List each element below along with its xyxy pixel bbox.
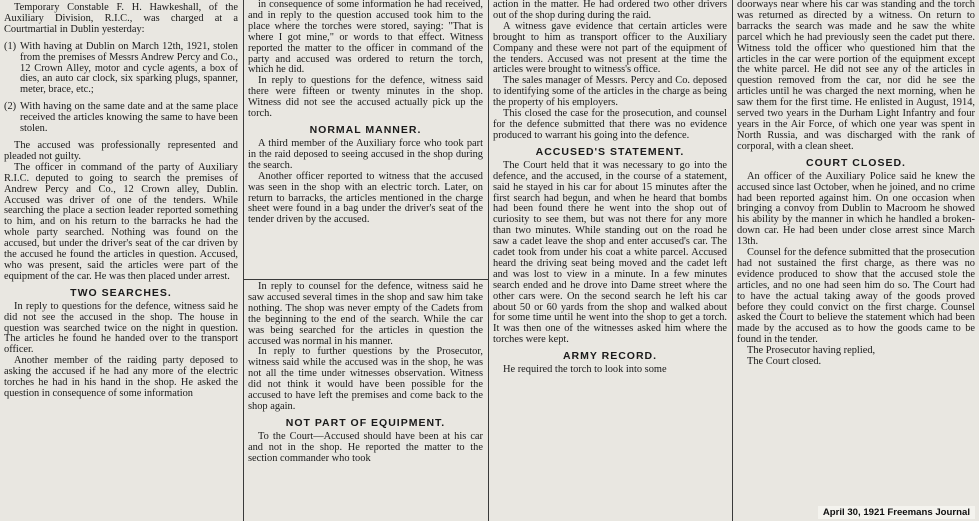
charge-text: With having on the same date and at the same place received the articles knowing the same to have been stolen.: [20, 101, 238, 135]
column-rule: [488, 0, 489, 521]
intro-paragraph: Temporary Constable F. H. Hawkeshall, of the Auxiliary Division, R.I.C., was charged at a Courtmartial in Dublin yesterday:: [4, 2, 238, 35]
article-paragraph: In reply to questions for the defence, witness said there were fifteen or twenty minutes in the shop. Witness did not see the accused actually pick up the torch.: [248, 75, 483, 120]
section-heading: ARMY RECORD.: [562, 350, 658, 363]
charge-number: (1): [4, 40, 17, 52]
article-paragraph: The Court held that it was necessary to go into the defence, and the accused, in the course of a statement, said he stayed in his car for about 15 minutes after the first search had begun, and when he heard that bombs had been found there he went into the shop out of curiosity to see them, but was not there for any more than two minutes. While standing out on the road he saw a cadet leave the shop and enter accused's car. The cadet took from under his coat a white parcel. Accused heard the driving seat being moved and the cadet left and was lost to view in a minute. In a few minutes search ended and he drove into Dame street where the other cars were. On the second search he left his car about 50 or 60 yards from the shop and walked about for some time until he went into the shop to get a torch. It was then one of the witnesses asked him where the torches were kept.: [493, 159, 727, 346]
column-2: [248, 0, 483, 521]
article-paragraph: in consequence of some information he had received, and in reply to the question accused took him to the place where the torches were stored, saying: "That is where I got mine," or words to that effect. Witness reported the matter to the officer in command of the party and accused was ordered to return the torch, which he did.: [248, 0, 483, 76]
article-paragraph: The Prosecutor having replied,: [747, 345, 876, 357]
article-paragraph: Another member of the raiding party deposed to asking the accused if he had any more of the electric torches he had in his hand in the shop. He asked the question in consequence of some information: [4, 355, 238, 399]
column-4: [737, 0, 975, 521]
article-paragraph: Counsel for the defence submitted that the prosecution had not sustained the first charge, as there was no evidence produced to show that the accused stole the articles, and no one had seen him do so. The Court had to have the actual taking away of the goods proved before they could convict on the first charge. Counsel asked the Court to believe the statement which had been made by the accused as to how the goods came to be found in the tender.: [737, 247, 975, 346]
article-paragraph: doorways near where his car was standing and the torch was returned as directed by a witness. On return to barracks the search was made and he saw the white parcel which he had previously seen the cadet put there. Witness told the officer who questioned him that the articles in the car were portion of the equipment except the white parcel. He did not see any of the articles in question removed from the car, nor did he see the articles until he was charged the next morning, when he saw them for the first time. He enlisted in August, 1914, served two years in the Durham Light Infantry and four years in the Air Force, of which one year was spent in North Russia, and was discharged with the rank of corporal, with a clean sheet.: [737, 0, 975, 152]
column-2-upper: [248, 0, 483, 279]
charge-item: [4, 102, 238, 135]
article-paragraph: In reply to counsel for the defence, witness said he saw accused several times in the shop and saw him take nothing. The shop was never empty of the Cadets from the beginning to the end of the search. While the car was being searched for the articles in question the accused was normal in his manner.: [248, 281, 483, 347]
charge-item: [4, 42, 238, 97]
section-heading: NOT PART OF EQUIPMENT.: [285, 416, 446, 429]
article-paragraph: To the Court—Accused should have been at his car and not in the shop. He reported the matter to the section commander who took: [248, 430, 483, 464]
article-paragraph: In reply to further questions by the Prosecutor, witness said while the accused was in the shop, he was not all the time under witnesses observation. Witness did not think it would have been possible for the accused to have left the premises and come back to the shop again.: [248, 346, 483, 412]
source-credit: April 30, 1921 Freemans Journal: [818, 506, 975, 519]
article-paragraph: The officer in command of the party of Auxiliary R.I.C. deputed to going to search the premises of Andrew Percy and Co., 12 Crown alley, Dublin. Accused was driver of one of the tenders. While searching the place a section leader reported something to him, and on his return to the barracks he had the whole party searched. Nothing was found on the accused, but under the driver's seat of the car driven by the accused he found the articles in question. Accused, who was present, said the articles were part of the equipment of the car. He was then placed under arrest.: [4, 161, 238, 282]
column-rule: [732, 0, 733, 521]
article-paragraph: Another officer reported to witness that the accused was seen in the shop with an electric torch. Later, on return to barracks, the articles mentioned in the charge sheet were found in a bag under the driver's seat of the tender driven by the accused.: [248, 170, 483, 226]
column-3: [493, 0, 727, 521]
article-paragraph: A witness gave evidence that certain articles were brought to him as transport officer to the Auxiliary Company and these were not part of the equipment of the tenders. Accused was not present at the time the articles were brought to witness's office.: [493, 20, 727, 76]
charge-number: (2): [4, 101, 17, 113]
column-rule: [243, 0, 244, 521]
article-paragraph: The Court closed.: [747, 356, 822, 368]
article-paragraph: An officer of the Auxiliary Police said he knew the accused since last October, when he joined, and no crime had been reported against him. On one occasion when bringing a convoy from Dublin to Macroom he showed his ability by the manner in which he handled a broken-down car. He had been under close arrest since March 13th.: [737, 170, 975, 248]
section-heading: TWO SEARCHES.: [70, 286, 172, 299]
section-heading: ACCUSED'S STATEMENT.: [535, 145, 685, 158]
article-paragraph: This closed the case for the prosecution, and counsel for the defence submitted that there was no evidence produced to warrant his going into the defence.: [493, 108, 727, 141]
article-paragraph: He required the torch to look into some: [503, 364, 667, 376]
section-heading: NORMAL MANNER.: [309, 123, 422, 136]
article-paragraph: In reply to questions for the defence, witness said he did not see the accused in the shop. The house in question was searched twice on the night in question. The articles he found he handed over to the transport officer.: [4, 300, 238, 356]
column-1: [4, 0, 238, 521]
article-paragraph: The sales manager of Messrs. Percy and Co. deposed to identifying some of the articles in the charge as being the property of his employers.: [493, 75, 727, 109]
column-2-lower: [248, 282, 483, 465]
article-paragraph: The accused was professionally represented and pleaded not guilty.: [4, 139, 238, 162]
section-heading: COURT CLOSED.: [806, 156, 906, 169]
article-paragraph: action in the matter. He had ordered two other drivers out of the shop during during the raid.: [493, 0, 727, 21]
article-paragraph: A third member of the Auxiliary force who took part in the raid deposed to seeing accused in the shop during the search.: [248, 137, 483, 171]
charge-text: With having at Dublin on March 12th, 1921, stolen from the premises of Messrs Andrew Percy and Co., 12 Crown Alley, motor and cycle agents, a box of dies, an auto car clock, six sparking plugs, spanner, meter, brace, etc.;: [20, 40, 238, 96]
